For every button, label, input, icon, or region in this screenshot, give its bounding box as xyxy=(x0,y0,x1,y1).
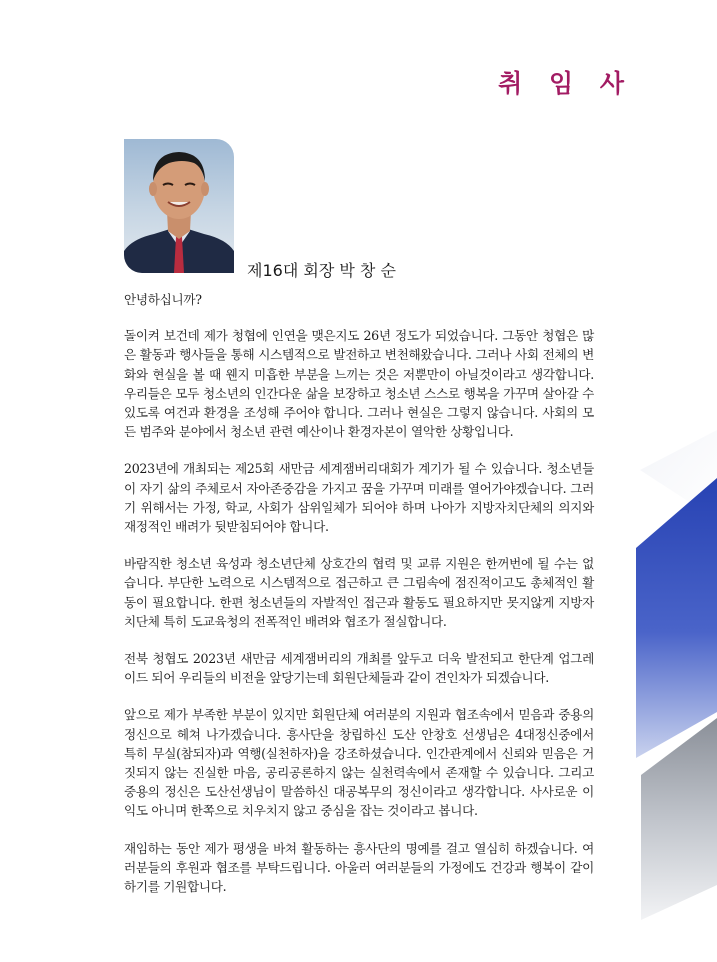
president-portrait xyxy=(124,139,234,273)
paragraph-2: 2023년에 개최되는 제25회 새만금 세계잼버리대회가 계기가 될 수 있습니다. 청소년들이 자기 삶의 주체로서 자아존중감을 가지고 꿈을 가꾸며 미래를 열어가야겠습니다. 그러기 위해서는 가정, 학교, 사회가 삼위일체가 되어야 하며 나아가 지방자치단체의 의지와 재정적인 배려가 뒷받침되어야 합니다. xyxy=(124,461,594,535)
greeting: 안녕하십니까? xyxy=(124,292,202,307)
president-name: 제16대 회장 박 창 순 xyxy=(247,261,396,280)
pale-shape xyxy=(640,430,717,520)
grey-shape xyxy=(641,718,717,920)
paragraph-4: 전북 청협도 2023년 새만금 세계잼버리의 개최를 앞두고 더욱 발전되고 한단계 업그레이드 되어 우리들의 비전을 앞당기는데 회원단체들과 같이 견인차가 되겠습니다. xyxy=(124,651,594,686)
letter-body xyxy=(124,290,594,914)
paragraph-5: 앞으로 제가 부족한 부분이 있지만 회원단체 여러분의 지원과 협조속에서 믿음과 중용의 정신으로 헤쳐 나가겠습니다. 흥사단을 창립하신 도산 안창호 선생님은 4대정신중에서 특히 무실(참되자)과 역행(실천하자)을 강조하셨습니다. 인간관계에서 신뢰와 믿음은 거짓되지 않는 진실한 마음, 공리공론하지 않는 실천력속에서 존재할 수 있습니다. 그리고 중용의 정신은 도산선생님이 말씀하신 대공복무의 정신이라고 생각합니다. 사사로운 이익도 아니며 한쪽으로 치우치지 않고 중심을 잡는 것이라고 봅니다. xyxy=(124,707,594,819)
paragraph-6: 재임하는 동안 제가 평생을 바쳐 활동하는 흥사단의 명예를 걸고 열심히 하겠습니다. 여러분들의 후원과 협조를 부탁드립니다. 아울러 여러분들의 가정에도 건강과 행복이 같이 하기를 기원합니다. xyxy=(124,840,594,895)
blue-shape xyxy=(636,478,717,758)
paragraph-3: 바람직한 청소년 육성과 청소년단체 상호간의 협력 및 교류 지원은 한꺼번에 될 수는 없습니다. 부단한 노력으로 시스템적으로 접근하고 큰 그림속에 점진적이고도 총체적인 활동이 필요합니다. 한편 청소년들의 자발적인 접근과 활동도 필요하지만 못지않게 지방자치단체 특히 도교육청의 전폭적인 배려와 협조가 절실합니다. xyxy=(124,556,594,629)
page-title: 취 임 사 xyxy=(498,69,633,98)
paragraph-1: 돌이켜 보건데 제가 청협에 인연을 맺은지도 26년 정도가 되었습니다. 그동안 청협은 많은 활동과 행사들을 통해 시스템적으로 발전하고 변천해왔습니다. 그러나 사회 전체의 변화와 현실을 볼 때 웬지 미흡한 부분을 느끼는 것은 저뿐만이 아닐것이라고 생각합니다. 우리들은 모두 청소년의 인간다운 삶을 보장하고 청소년 스스로 행복을 가꾸며 살아갈 수 있도록 여건과 환경을 조성해 주어야 합니다. 그러나 현실은 그렇지 않습니다. 사회의 모든 범주와 분야에서 청소년 관련 예산이나 환경자본이 열악한 상황입니다. xyxy=(124,328,594,440)
